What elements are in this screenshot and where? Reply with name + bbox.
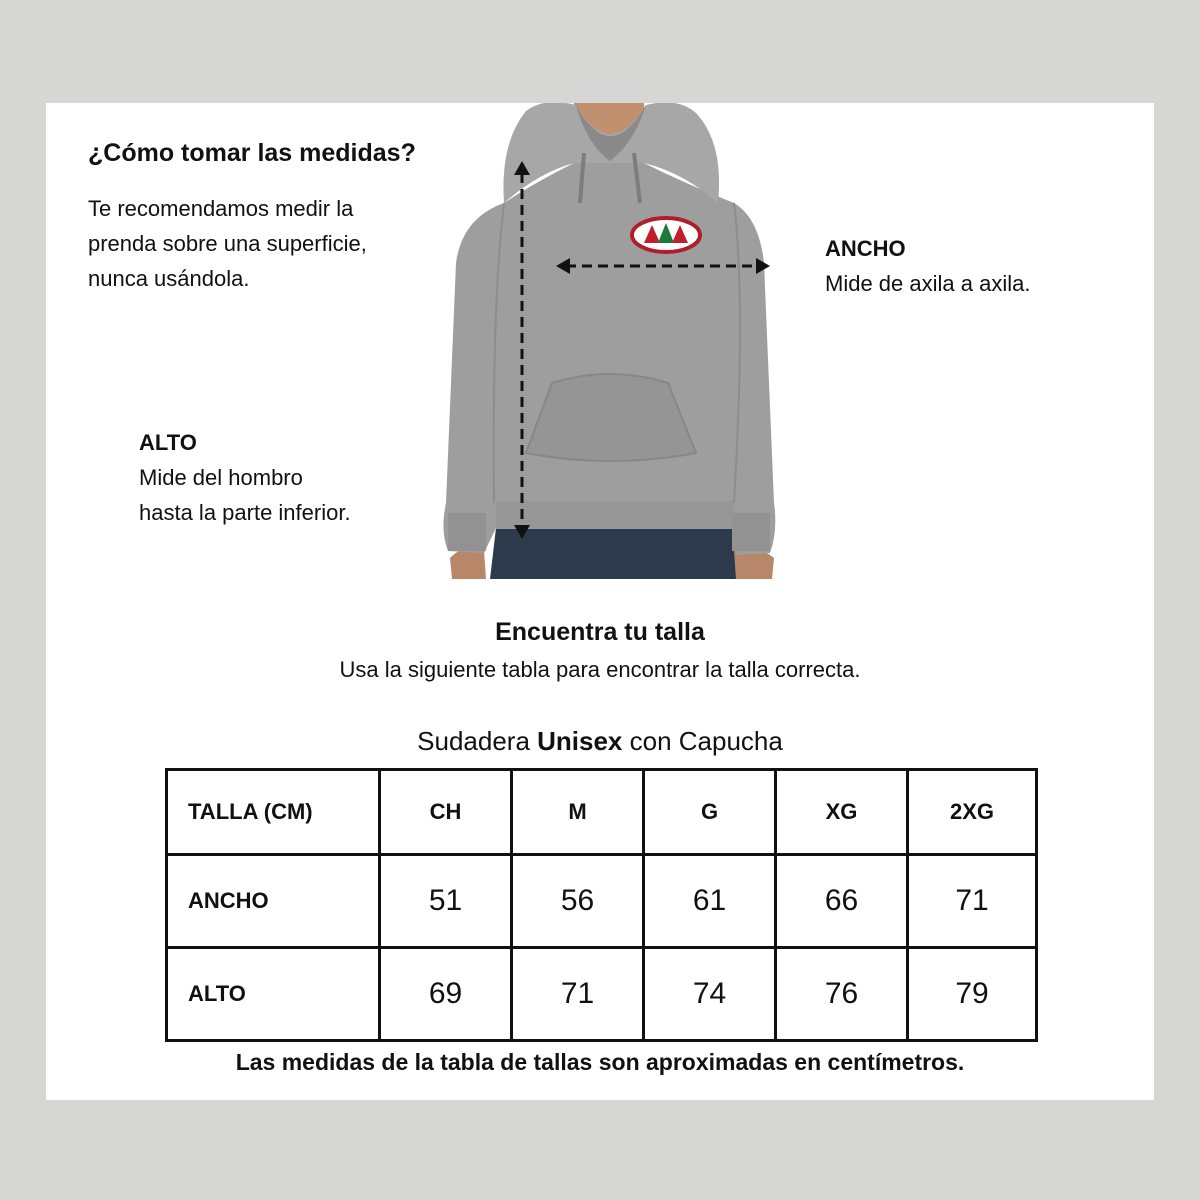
table-cell: 71 [512,948,644,1041]
row-label: ANCHO [167,855,380,948]
width-instruction [825,231,1030,301]
size-header: G [644,770,776,855]
height-text-line2: hasta la parte inferior. [139,500,351,525]
find-size-subtitle: Usa la siguiente tabla para encontrar la talla correcta. [339,657,861,682]
find-size-title: Encuentra tu talla [495,618,705,646]
product-caption [46,726,1154,757]
table-cell: 76 [776,948,908,1041]
height-instruction [139,425,351,530]
width-label: ANCHO [825,236,906,261]
caption-post: con Capucha [622,726,783,756]
table-cell: 51 [380,855,512,948]
grey-hoodie-icon [434,103,784,579]
table-cell: 74 [644,948,776,1041]
table-cell: 56 [512,855,644,948]
size-header: XG [776,770,908,855]
table-cell: 71 [908,855,1037,948]
caption-pre: Sudadera [417,726,538,756]
caption-bold: Unisex [537,726,623,756]
emblem-logo [632,218,700,252]
footnote: Las medidas de la tabla de tallas son aproximadas en centímetros. [235,1049,965,1075]
table-cell: 79 [908,948,1037,1041]
width-text: Mide de axila a axila. [825,271,1031,296]
table-cell: 66 [776,855,908,948]
size-header: 2XG [908,770,1037,855]
table-header-label: TALLA (CM) [167,770,380,855]
size-table [165,768,1038,1042]
size-header: M [512,770,644,855]
height-text-line1: Mide del hombro [139,465,303,490]
size-header: CH [380,770,512,855]
height-label: ALTO [139,430,197,455]
size-guide-card [46,103,1154,1100]
how-to-measure-text: Te recomendamos medir la prenda sobre una superficie, nunca usándola. [88,196,367,291]
table-header-row [167,770,1037,855]
how-to-measure-title: ¿Cómo tomar las medidas? [88,139,416,167]
table-cell: 61 [644,855,776,948]
row-label: ALTO [167,948,380,1041]
table-row [167,855,1037,948]
table-cell: 69 [380,948,512,1041]
table-row [167,948,1037,1041]
